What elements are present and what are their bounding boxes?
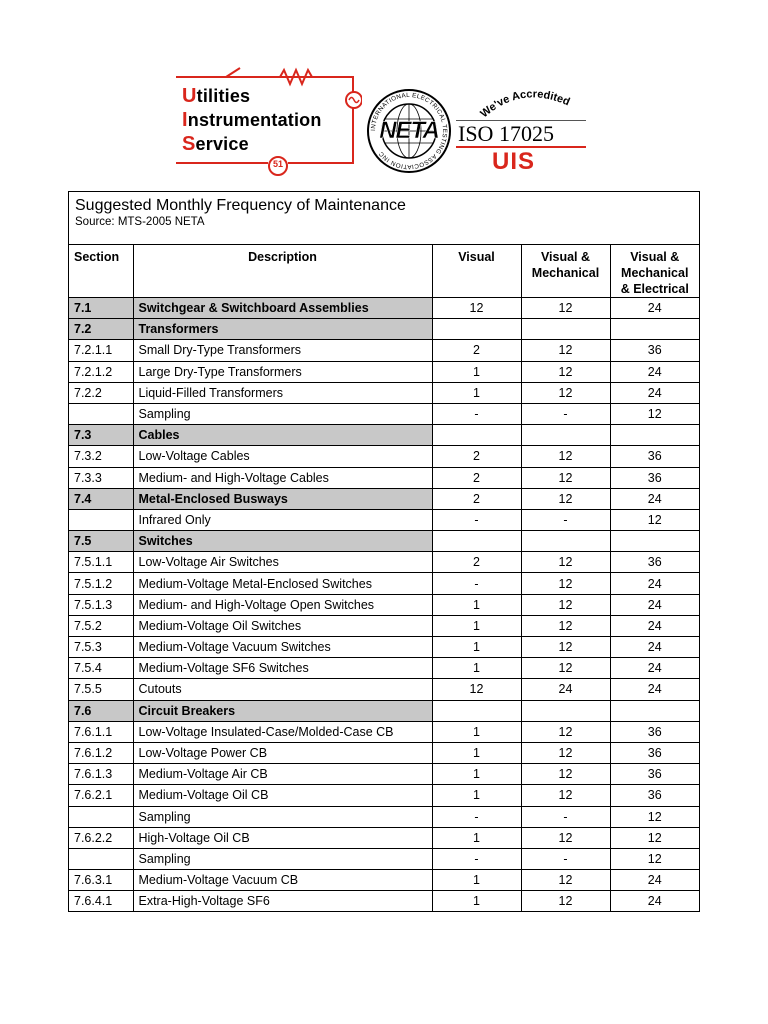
cell-visual: 2 [432,488,521,509]
cell-description: Medium-Voltage Oil CB [133,785,432,806]
cell-section: 7.1 [69,298,133,319]
cell-visual-mechanical-electrical [610,531,699,552]
header-visual: Visual [432,245,521,298]
header-vme-line3: & Electrical [620,282,689,296]
cell-visual-mechanical-electrical: 36 [610,785,699,806]
cell-description: Low-Voltage Insulated-Case/Molded-Case CB [133,721,432,742]
uis-badge-number: 51 [272,159,283,169]
cell-section: 7.4 [69,488,133,509]
cell-description: Small Dry-Type Transformers [133,340,432,361]
cell-visual-mechanical: 12 [521,742,610,763]
table-row [69,742,699,763]
cell-section: 7.5.1.1 [69,552,133,573]
cell-visual-mechanical: 12 [521,827,610,848]
cell-description: Medium-Voltage SF6 Switches [133,658,432,679]
table-row [69,467,699,488]
table-row [69,340,699,361]
cell-description: Switchgear & Switchboard Assemblies [133,298,432,319]
cell-section: 7.5.3 [69,637,133,658]
table-row [69,509,699,530]
accredited-arc-text: We've Accredited [478,88,572,121]
header-visual-mechanical-electrical [610,245,699,298]
table-row [69,806,699,827]
cell-description: Cables [133,425,432,446]
cell-description: Medium-Voltage Air CB [133,764,432,785]
accredited-arc-icon [456,84,588,124]
table-row [69,891,699,912]
neta-center-text: NETA [379,117,439,144]
cell-description: Low-Voltage Air Switches [133,552,432,573]
cell-description: Liquid-Filled Transformers [133,382,432,403]
cell-visual-mechanical: 12 [521,615,610,636]
cell-visual-mechanical-electrical: 36 [610,764,699,785]
cell-visual-mechanical-electrical: 24 [610,891,699,912]
cell-description: Medium-Voltage Oil Switches [133,615,432,636]
document-source: Source: MTS-2005 NETA [75,216,205,228]
cell-visual-mechanical-electrical: 24 [610,298,699,319]
cell-visual-mechanical-electrical: 24 [610,658,699,679]
cell-description: Sampling [133,806,432,827]
cell-visual: 1 [432,382,521,403]
uis-cap-u: U [182,85,197,107]
cell-visual-mechanical-electrical: 24 [610,594,699,615]
cell-visual-mechanical: 12 [521,382,610,403]
cell-visual-mechanical [521,319,610,340]
cell-description: Medium- and High-Voltage Cables [133,467,432,488]
cell-section: 7.2.2 [69,382,133,403]
cell-visual-mechanical: 12 [521,552,610,573]
cell-description: Low-Voltage Power CB [133,742,432,763]
cell-visual-mechanical-electrical: 36 [610,446,699,467]
cell-description: Large Dry-Type Transformers [133,361,432,382]
cell-visual-mechanical-electrical: 36 [610,721,699,742]
neta-logo [366,88,452,174]
cell-visual-mechanical-electrical: 36 [610,340,699,361]
table-row [69,848,699,869]
table-row [69,446,699,467]
cell-section [69,509,133,530]
table-row [69,488,699,509]
cell-visual: 1 [432,721,521,742]
cell-visual-mechanical [521,700,610,721]
cell-visual-mechanical-electrical [610,700,699,721]
uis-word-instrumentation: nstrumentation [187,110,322,130]
cell-description: Sampling [133,848,432,869]
table-row [69,552,699,573]
cell-visual: 1 [432,361,521,382]
cell-description: Transformers [133,319,432,340]
table-row [69,594,699,615]
cell-visual-mechanical-electrical: 24 [610,637,699,658]
cell-visual: 12 [432,679,521,700]
table-row [69,425,699,446]
cell-visual-mechanical: 12 [521,488,610,509]
cell-visual-mechanical-electrical: 12 [610,827,699,848]
uis-wordmark [182,84,322,156]
cell-visual: 1 [432,742,521,763]
table-row [69,700,699,721]
cell-visual-mechanical-electrical: 24 [610,488,699,509]
cell-visual-mechanical-electrical: 36 [610,552,699,573]
cell-visual-mechanical: 12 [521,340,610,361]
table-row [69,531,699,552]
cell-section: 7.6.2.1 [69,785,133,806]
table-row [69,573,699,594]
cell-section: 7.5.4 [69,658,133,679]
header-vm-line1: Visual & [540,250,591,264]
cell-description: Medium-Voltage Vacuum Switches [133,637,432,658]
cell-description: Medium- and High-Voltage Open Switches [133,594,432,615]
cell-section: 7.2 [69,319,133,340]
cell-section [69,403,133,424]
cell-section: 7.5.2 [69,615,133,636]
cell-section: 7.6.3.1 [69,870,133,891]
table-row [69,721,699,742]
header-vm-line2: Mechanical [531,266,600,280]
cell-description: Low-Voltage Cables [133,446,432,467]
cell-visual-mechanical-electrical: 24 [610,382,699,403]
cell-visual: 12 [432,298,521,319]
cell-description: High-Voltage Oil CB [133,827,432,848]
neta-ring-text: INTERNATIONAL ELECTRICAL TESTING ASSOCIATION INC [369,91,449,171]
table-header-row [69,245,699,298]
cell-visual: 1 [432,615,521,636]
cell-description: Infrared Only [133,509,432,530]
cell-section: 7.2.1.1 [69,340,133,361]
cell-section [69,806,133,827]
cell-visual-mechanical: 12 [521,298,610,319]
table-row [69,637,699,658]
cell-visual-mechanical: 12 [521,870,610,891]
cell-visual-mechanical: - [521,403,610,424]
header-vme-line2: Mechanical [621,266,689,280]
cell-section: 7.5.5 [69,679,133,700]
cell-visual-mechanical: 12 [521,594,610,615]
cell-section: 7.2.1.2 [69,361,133,382]
table-row [69,764,699,785]
cell-visual: - [432,806,521,827]
cell-visual-mechanical [521,425,610,446]
cell-visual-mechanical: 12 [521,361,610,382]
cell-visual: 1 [432,594,521,615]
cell-description: Sampling [133,403,432,424]
cell-description: Cutouts [133,679,432,700]
cell-visual: 2 [432,467,521,488]
table-row [69,870,699,891]
cell-description: Medium-Voltage Vacuum CB [133,870,432,891]
uis-cap-s: S [182,133,196,155]
cell-visual: 1 [432,870,521,891]
uis-word-service: ervice [195,134,249,154]
cell-visual-mechanical: 12 [521,785,610,806]
cell-visual-mechanical: - [521,509,610,530]
header-description: Description [133,245,432,298]
cell-visual: - [432,509,521,530]
table-row [69,679,699,700]
cell-section: 7.3.2 [69,446,133,467]
cell-visual [432,531,521,552]
cell-description: Switches [133,531,432,552]
uis-logo [176,66,362,178]
cell-visual: - [432,848,521,869]
cell-visual [432,319,521,340]
cell-visual-mechanical-electrical: 12 [610,509,699,530]
cell-visual-mechanical-electrical: 12 [610,403,699,424]
cell-visual: 2 [432,340,521,361]
cell-visual-mechanical: 12 [521,721,610,742]
table-row [69,298,699,319]
cell-visual-mechanical-electrical: 36 [610,467,699,488]
cell-visual-mechanical-electrical: 12 [610,806,699,827]
cell-visual-mechanical: 12 [521,446,610,467]
cell-section: 7.3 [69,425,133,446]
cell-section: 7.3.3 [69,467,133,488]
cell-visual: - [432,403,521,424]
cell-section: 7.6 [69,700,133,721]
iso-standard: ISO 17025 [458,121,554,146]
cell-section: 7.5 [69,531,133,552]
table-body [69,298,699,912]
table-row [69,403,699,424]
cell-visual-mechanical: 12 [521,467,610,488]
uis-word-utilities: tilities [196,86,251,106]
uis-cap-i: I [182,109,188,131]
maintenance-sheet [68,191,700,912]
cell-visual-mechanical: 12 [521,637,610,658]
iso-accreditation-logo [456,84,588,180]
cell-visual [432,700,521,721]
cell-section: 7.5.1.2 [69,573,133,594]
cell-section: 7.6.1.2 [69,742,133,763]
cell-visual: 2 [432,446,521,467]
cell-section: 7.6.1.1 [69,721,133,742]
cell-section: 7.6.2.2 [69,827,133,848]
cell-section: 7.5.1.3 [69,594,133,615]
table-row [69,658,699,679]
cell-visual: 1 [432,764,521,785]
cell-visual: 1 [432,637,521,658]
cell-visual [432,425,521,446]
cell-visual: 1 [432,785,521,806]
table-row [69,785,699,806]
cell-visual-mechanical: 12 [521,573,610,594]
cell-visual-mechanical: - [521,848,610,869]
cell-visual-mechanical-electrical: 36 [610,742,699,763]
cell-visual: 2 [432,552,521,573]
maintenance-frequency-table [69,245,699,911]
cell-visual-mechanical-electrical: 24 [610,573,699,594]
document-title: Suggested Monthly Frequency of Maintenance [75,197,406,214]
svg-text:We've Accredited [478,88,571,120]
cell-visual-mechanical [521,531,610,552]
cell-visual: 1 [432,658,521,679]
table-row [69,361,699,382]
header-section: Section [69,245,133,298]
cell-visual-mechanical-electrical: 24 [610,361,699,382]
cell-description: Medium-Voltage Metal-Enclosed Switches [133,573,432,594]
cell-visual: 1 [432,827,521,848]
cell-description: Metal-Enclosed Busways [133,488,432,509]
header-vme-line1: Visual & [630,250,680,264]
cell-visual-mechanical: - [521,806,610,827]
cell-visual-mechanical: 12 [521,658,610,679]
cell-visual-mechanical-electrical: 12 [610,848,699,869]
cell-visual-mechanical: 12 [521,764,610,785]
cell-description: Extra-High-Voltage SF6 [133,891,432,912]
iso-brand: UIS [492,148,536,175]
table-row [69,382,699,403]
cell-visual-mechanical-electrical [610,319,699,340]
table-row [69,827,699,848]
table-row [69,615,699,636]
cell-visual-mechanical-electrical [610,425,699,446]
cell-visual-mechanical-electrical: 24 [610,615,699,636]
table-row [69,319,699,340]
cell-visual: - [432,573,521,594]
cell-visual: 1 [432,891,521,912]
title-block [69,192,699,245]
header-visual-mechanical [521,245,610,298]
cell-visual-mechanical-electrical: 24 [610,870,699,891]
cell-description: Circuit Breakers [133,700,432,721]
cell-section: 7.6.1.3 [69,764,133,785]
cell-visual-mechanical: 12 [521,891,610,912]
cell-visual-mechanical: 24 [521,679,610,700]
cell-visual-mechanical-electrical: 24 [610,679,699,700]
cell-section: 7.6.4.1 [69,891,133,912]
cell-section [69,848,133,869]
